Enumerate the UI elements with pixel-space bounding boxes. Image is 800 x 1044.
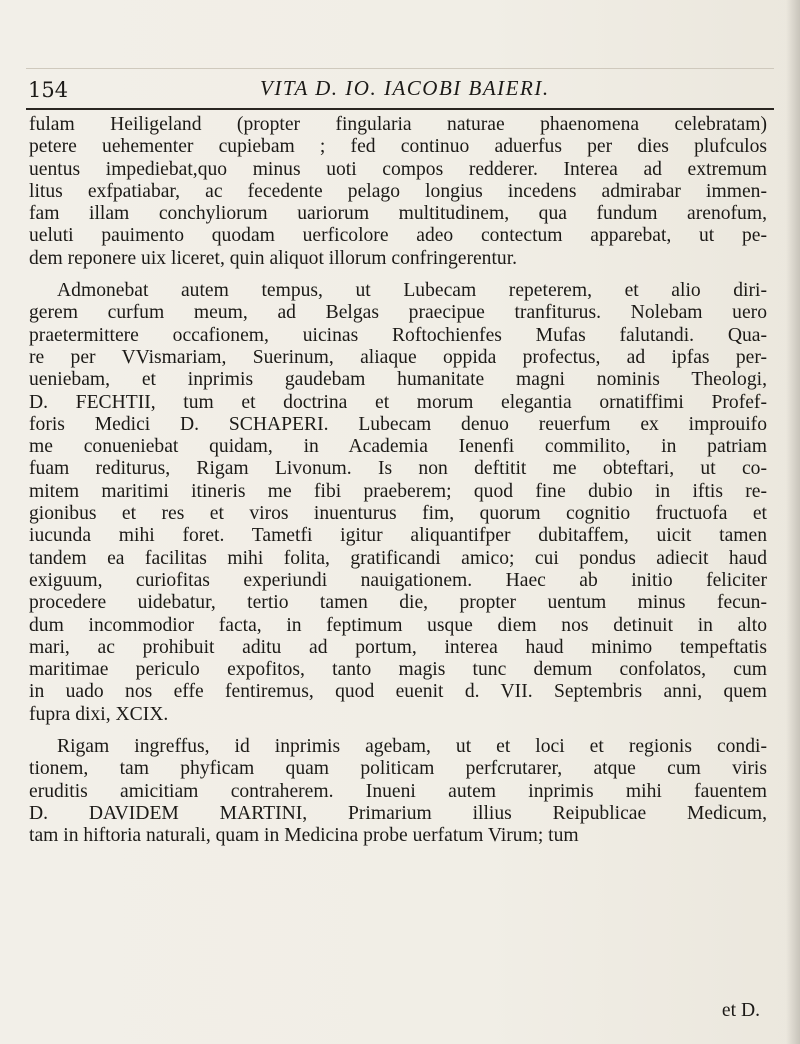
page-header bbox=[28, 74, 768, 108]
paragraph bbox=[29, 114, 767, 270]
text-line: procedere uidebatur, tertio tamen die, propter uentum minus fecun- bbox=[29, 592, 767, 614]
text-line: Admonebat autem tempus, ut Lubecam repeterem, et alio diri- bbox=[57, 280, 767, 302]
text-line: ueniebam, et inprimis gaudebam humanitate magni nominis Theologi, bbox=[29, 369, 767, 391]
body-text bbox=[29, 114, 767, 848]
paragraph-gap bbox=[29, 726, 767, 736]
text-line: iucunda mihi foret. Tametfi igitur aliquantifper dubitaffem, uicit tamen bbox=[29, 525, 767, 547]
text-line: eruditis amicitiam contraherem. Inueni autem inprimis mihi fauentem bbox=[29, 780, 767, 802]
text-line: uentus impediebat,quo minus uoti compos redderer. Interea ad extremum bbox=[29, 158, 767, 180]
page-edge-shadow bbox=[786, 0, 800, 1044]
text-line: me conueniebat quidam, in Academia Ienenfi commilito, in patriam bbox=[29, 436, 767, 458]
text-line: mari, ac prohibuit aditu ad portum, interea haud minimo tempeftatis bbox=[29, 636, 767, 658]
text-line: fulam Heiligeland (propter fingularia naturae phaenomena celebratam) bbox=[29, 114, 767, 135]
paragraph bbox=[29, 736, 767, 847]
text-line: gerem curfum meum, ad Belgas praecipue tranfiturus. Nolebam uero bbox=[29, 302, 767, 324]
text-line: gionibus et res et viros inuenturus fim, quorum cognitio fructuofa et bbox=[29, 503, 767, 525]
text-line: fuam rediturus, Rigam Livonum. Is non deftitit me obteftari, ut co- bbox=[29, 458, 767, 480]
text-line: in uado nos effe fentiremus, quod euenit d. VII. Septembris anni, quem bbox=[29, 681, 767, 703]
text-line: litus exfpatiabar, ac fecedente pelago longius incedens admirabar immen- bbox=[29, 180, 767, 202]
text-line: Rigam ingreffus, id inprimis agebam, ut et loci et regionis condi- bbox=[57, 736, 767, 758]
text-line: re per VVismariam, Suerinum, aliaque oppida profectus, ad ipfas per- bbox=[29, 346, 767, 368]
text-line: praetermittere occafionem, uicinas Roftochienfes Mufas falutandi. Qua- bbox=[29, 324, 767, 346]
text-line: tam in hiftoria naturali, quam in Medicina probe uerfatum Virum; tum bbox=[29, 825, 579, 847]
text-line: D. DAVIDEM MARTINI, Primarium illius Reipublicae Medicum, bbox=[29, 802, 767, 824]
text-line: exiguum, curiofitas experiundi nauigationem. Haec ab initio feliciter bbox=[29, 569, 767, 591]
text-line: tionem, tam phyficam quam politicam perfcrutarer, atque cum viris bbox=[29, 758, 767, 780]
header-rule bbox=[26, 108, 774, 110]
text-line: tandem ea facilitas mihi folita, gratificandi amico; cui pondus adiecit haud bbox=[29, 547, 767, 569]
text-line: ueluti pauimento quodam uerficolore adeo contectum apparebat, ut pe- bbox=[29, 225, 767, 247]
page-number: 154 bbox=[28, 78, 69, 102]
paragraph-gap bbox=[29, 270, 767, 280]
text-line: fupra dixi, XCIX. bbox=[29, 703, 169, 725]
text-line: dum incommodior facta, in feptimum usque diem nos detinuit in alto bbox=[29, 614, 767, 636]
paragraph bbox=[29, 280, 767, 726]
running-title: VITA D. IO. IACOBI BAIERI. bbox=[260, 76, 550, 100]
text-line: maritimae periculo expofitos, tanto magis tunc demum confolatos, cum bbox=[29, 659, 767, 681]
catchword: et D. bbox=[721, 1000, 760, 1021]
text-line: fam illam conchyliorum uariorum multitudinem, qua fundum arenofum, bbox=[29, 203, 767, 225]
text-line: mitem maritimi itineris me fibi praeberem; quod fine dubio in iftis re- bbox=[29, 480, 767, 502]
text-line: petere uehementer cupiebam ; fed continuo aduerfus per dies plufculos bbox=[29, 136, 767, 158]
top-edge-rule bbox=[26, 68, 774, 69]
text-line: dem reponere uix liceret, quin aliquot illorum confringerentur. bbox=[29, 247, 518, 269]
text-line: foris Medici D. SCHAPERI. Lubecam denuo reuerfum ex improuifo bbox=[29, 413, 767, 435]
text-line: D. FECHTII, tum et doctrina et morum elegantia ornatiffimi Profef- bbox=[29, 391, 767, 413]
